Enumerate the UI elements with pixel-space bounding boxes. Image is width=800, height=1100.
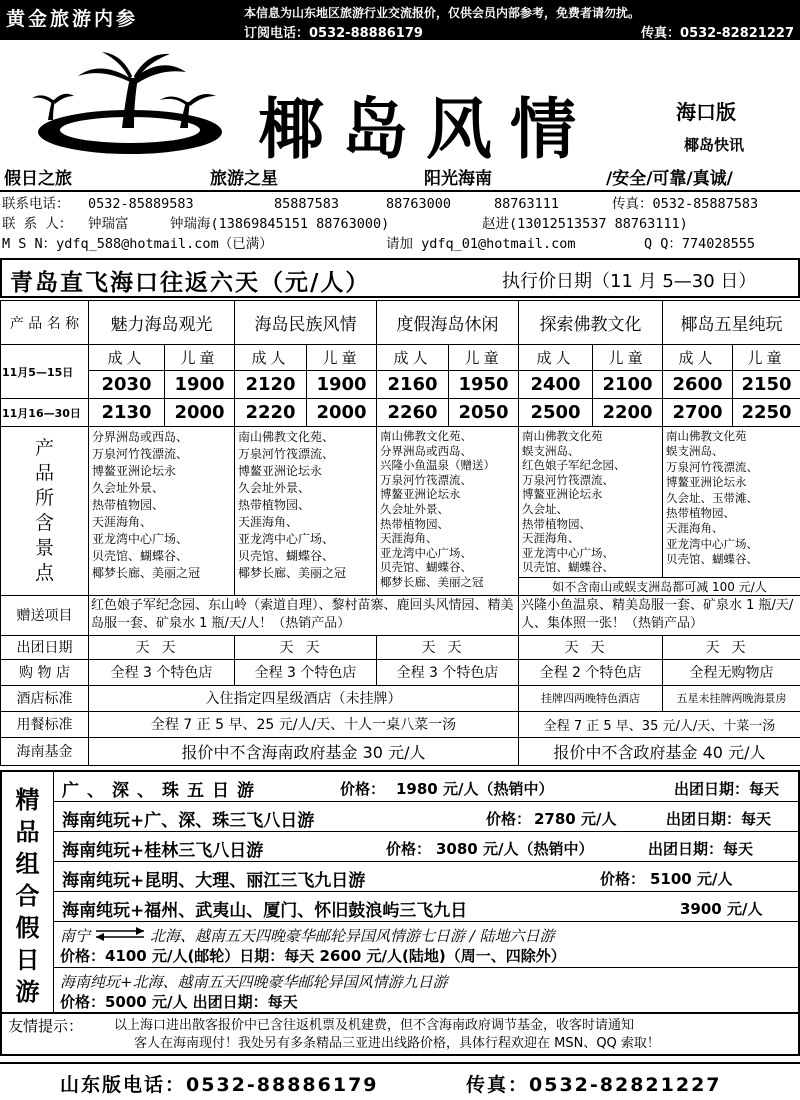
- adult-header: 成人: [519, 345, 593, 371]
- combo-title: 北海、越南五天四晚豪华邮轮异国风情游七日游 / 陆地六日游: [150, 927, 555, 945]
- palm-island-logo: [30, 50, 230, 160]
- price-cell: 2030: [89, 371, 165, 399]
- depart-2: 天天: [235, 635, 377, 659]
- combo-price-label: 价格：: [386, 840, 432, 858]
- tips-label: 友情提示：: [8, 1017, 84, 1035]
- spots-note: 如不含南山或蜈支洲岛都可减 100 元/人: [519, 577, 800, 595]
- depart-1: 天天: [89, 635, 235, 659]
- combo-date: 出团日期：每天: [674, 780, 780, 798]
- price-cell: 2120: [235, 371, 307, 399]
- table-row: [1, 345, 800, 371]
- spots-4: [519, 427, 663, 578]
- spots-text: 南山佛教文化苑 蜈支洲岛、 万泉河竹筏漂流、 博鳌亚洲论坛永 久会址、玉带滩、 热带植物园、 天涯海角、 亚龙湾中心广场、 贝壳馆、蝴蝶谷、: [666, 429, 758, 567]
- spots-text: 南山佛教文化苑 蜈支洲岛、 红色娘子军纪念园、 万泉河竹筏漂流、 博鳌亚洲论坛永 久会址、 热带植物园、 天涯海角、 亚龙湾中心广场、 贝壳馆、蝴蝶谷、: [522, 429, 626, 575]
- list-item: [54, 832, 798, 862]
- combo-price: 2780 元/人: [534, 810, 617, 828]
- adult-header: 成人: [89, 345, 165, 371]
- table-row: [1, 371, 800, 399]
- shop-5: 全程无购物店: [663, 659, 800, 685]
- list-item: [54, 922, 798, 968]
- spots-text: 南山佛教文化苑、 分界洲岛或西岛、 兴隆小鱼温泉（赠送） 万泉河竹筏漂流、 博鳌亚洲论坛永 久会址外景、 热带植物园、 天涯海角、 亚龙湾中心广场、 贝壳馆、蝴蝶谷、 椰梦长廊、美丽之冠: [380, 429, 495, 589]
- combo-date: 出团日期：每天: [666, 810, 772, 828]
- price-table: [0, 300, 800, 766]
- table-row: [1, 711, 800, 737]
- combo-title: 海南纯玩+桂林三飞八日游: [62, 841, 264, 861]
- spots-3: [377, 427, 519, 596]
- price-cell: 2600: [663, 371, 733, 399]
- table-row: [1, 737, 800, 765]
- table-row: [1, 659, 800, 685]
- fund-2: 报价中不含政府基金 40 元/人: [519, 737, 800, 765]
- combo-title: 海南纯玩+北海、越南五天四晚豪华邮轮异国风情游九日游: [60, 973, 448, 991]
- adult-header: 成人: [663, 345, 733, 371]
- route-date-range: 执行价日期（11 月 5—30 日）: [502, 271, 757, 292]
- meal-1: 全程 7 正 5 早、25 元/人/天、十人一桌八菜一汤: [89, 711, 519, 737]
- contact-block: [2, 194, 800, 254]
- route-title: 青岛直飞海口往返六天（元/人）: [10, 269, 371, 296]
- combo-title: 海南纯玩+广、深、珠三飞八日游: [62, 811, 315, 831]
- period-1: 11月5—15日: [1, 345, 89, 399]
- phone-label: 联系电话：: [2, 196, 70, 212]
- meal-2: 全程 7 正 5 早、35 元/人/天、十菜一汤: [519, 711, 800, 737]
- price-cell: 2100: [593, 371, 663, 399]
- combo-section: [0, 770, 800, 1014]
- gift-label: 赠送项目: [1, 595, 89, 635]
- depart-4: 天天: [519, 635, 663, 659]
- table-row: [1, 301, 800, 345]
- combo-city: 南宁: [60, 927, 91, 945]
- banner: [0, 40, 800, 168]
- price-cell: 2220: [235, 399, 307, 427]
- header-contact: [244, 22, 794, 41]
- table-row: [1, 399, 800, 427]
- table-row: [1, 635, 800, 659]
- route-header: [0, 258, 800, 298]
- combo-price-label: 价格：: [340, 780, 386, 798]
- combo-price: 价格：5000 元/人 出团日期：每天: [60, 993, 298, 1011]
- price-cell: 2150: [733, 371, 800, 399]
- package-2: 海岛民族风情: [235, 301, 377, 345]
- package-1: 魅力海岛观光: [89, 301, 235, 345]
- edition-label: 海口版: [676, 100, 736, 124]
- header-notice: 本信息为山东地区旅游行业交流报价，仅供会员内部参考，免费者请勿扰。: [244, 6, 641, 20]
- price-cell: 2700: [663, 399, 733, 427]
- spots-5: [663, 427, 800, 578]
- subtitle: 椰岛快讯: [684, 136, 745, 154]
- combo-price: 3080 元/人（热销中）: [436, 840, 594, 858]
- combo-price: 价格：4100 元/人(邮轮）日期：每天 2600 元/人(陆地)（周一、四除外）: [60, 947, 566, 965]
- meal-label: 用餐标准: [1, 711, 89, 737]
- msn-1: M S N：ydfq_588@hotmail.com（已满）: [2, 236, 273, 252]
- combo-date: 出团日期：每天: [648, 840, 754, 858]
- main-title: 椰岛风情: [258, 90, 594, 168]
- slogan-1: 假日之旅: [4, 169, 72, 189]
- table-row: [1, 427, 800, 578]
- depart-label: 出团日期: [1, 635, 89, 659]
- tips-line-2: 客人在海南现付！我处另有多条精品三亚进出线路价格，具体行程欢迎在 MSN、QQ 索取！: [134, 1036, 660, 1051]
- combo-price-label: 价格：: [486, 810, 532, 828]
- shop-1: 全程 3 个特色店: [89, 659, 235, 685]
- price-cell: 1900: [165, 371, 235, 399]
- shop-2: 全程 3 个特色店: [235, 659, 377, 685]
- depart-5: 天天: [663, 635, 800, 659]
- spots-label: [1, 427, 89, 596]
- product-label: 产 品 名 称: [1, 301, 89, 345]
- depart-3: 天天: [377, 635, 519, 659]
- adult-header: 成人: [235, 345, 307, 371]
- phone-2: 85887583: [274, 196, 340, 212]
- phone-3: 88763000: [386, 196, 452, 212]
- table-row: [1, 685, 800, 711]
- price-cell: 2130: [89, 399, 165, 427]
- combo-price-label: 价格：: [600, 870, 646, 888]
- brand-name: 黄金旅游内参: [6, 8, 139, 30]
- package-4: 探索佛教文化: [519, 301, 663, 345]
- list-item: [54, 862, 798, 892]
- person-3: 赵进(13012513537 88763111): [482, 216, 688, 232]
- spots-2: [235, 427, 377, 596]
- qq-number: Q Q：774028555: [644, 236, 756, 252]
- list-item: [54, 892, 798, 922]
- table-row: [1, 595, 800, 635]
- combo-side-label: [2, 772, 54, 1012]
- combo-price: 5100 元/人: [650, 870, 733, 888]
- child-header: 儿童: [733, 345, 800, 371]
- shop-label: 购 物 店: [1, 659, 89, 685]
- divider: [0, 1062, 800, 1064]
- person-2: 钟瑞海(13869845151 88763000): [170, 216, 390, 232]
- fund-label: 海南基金: [1, 737, 89, 765]
- combo-title: 广、深、珠五日游: [62, 781, 262, 801]
- combo-price: 1980 元/人（热销中）: [396, 780, 554, 798]
- list-item: [54, 968, 798, 1014]
- footer: [0, 1066, 800, 1100]
- divider: [0, 190, 800, 192]
- price-cell: 2200: [593, 399, 663, 427]
- tips-line-1: 以上海口进出散客报价中已含往返机票及机建费，但不含海南政府调节基金，收客时请通知: [114, 1018, 635, 1033]
- package-3: 度假海岛休闲: [377, 301, 519, 345]
- shop-3: 全程 3 个特色店: [377, 659, 519, 685]
- gift-1: 红色娘子军纪念园、东山岭（索道自理）、黎村苗寨、鹿回头风情园、精美岛服一套、矿泉水 1 瓶/天/人！（热销产品）: [89, 595, 519, 635]
- period-2: 11月16—30日: [1, 399, 89, 427]
- price-cell: 2260: [377, 399, 449, 427]
- fund-1: 报价中不含海南政府基金 30 元/人: [89, 737, 519, 765]
- price-cell: 2400: [519, 371, 593, 399]
- list-item: [54, 802, 798, 832]
- adult-header: 成人: [377, 345, 449, 371]
- hotel-3: 五星未挂牌两晚海景房: [663, 685, 800, 711]
- spots-text: 南山佛教文化苑、 万泉河竹筏漂流、 博鳌亚洲论坛永 久会址外景、 热带植物园、 天涯海角、 亚龙湾中心广场、 贝壳馆、蝴蝶谷、 椰梦长廊、美丽之冠: [238, 430, 347, 580]
- phone-4: 88763111: [494, 196, 560, 212]
- child-header: 儿童: [593, 345, 663, 371]
- child-header: 儿童: [449, 345, 519, 371]
- price-cell: 1950: [449, 371, 519, 399]
- hotel-2: 挂牌四两晚特色酒店: [519, 685, 663, 711]
- package-5: 椰岛五星纯玩: [663, 301, 800, 345]
- spots-1: [89, 427, 235, 596]
- slogan-row: [0, 164, 800, 190]
- msn-2: 请加 ydfq_01@hotmail.com: [386, 236, 576, 252]
- order-phone: 订阅电话：0532-88886179: [244, 26, 423, 41]
- hotel-1: 入住指定四星级酒店（未挂牌）: [89, 685, 519, 711]
- round-trip-arrow-icon: [94, 927, 146, 941]
- slogan-4: /安全/可靠/真诚/: [606, 169, 733, 189]
- combo-title: 海南纯玩+昆明、大理、丽江三飞九日游: [62, 871, 366, 891]
- phone-1: 0532-85889583: [88, 196, 194, 212]
- header-fax: 传真：0532-82821227: [641, 26, 794, 41]
- contact-fax: 传真：0532-85887583: [612, 196, 759, 212]
- person-1: 钟瑞富: [88, 216, 129, 232]
- price-cell: 2160: [377, 371, 449, 399]
- slogan-2: 旅游之星: [210, 169, 278, 189]
- spots-text: 分界洲岛或西岛、 万泉河竹筏漂流、 博鳌亚洲论坛永 久会址外景、 热带植物园、 天涯海角、 亚龙湾中心广场、 贝壳馆、蝴蝶谷、 椰梦长廊、美丽之冠: [92, 430, 201, 580]
- gift-2: 兴隆小鱼温泉、精美岛服一套、矿泉水 1 瓶/天/人、集体照一张！（热销产品）: [519, 595, 800, 635]
- price-cell: 1900: [307, 371, 377, 399]
- footer-fax: 传真：0532-82821227: [466, 1074, 722, 1096]
- person-label: 联 系 人：: [2, 216, 73, 232]
- spots-label-text: 产品所含景点: [34, 436, 54, 584]
- slogan-3: 阳光海南: [424, 169, 492, 189]
- footer-phone: 山东版电话：0532-88886179: [60, 1074, 379, 1096]
- child-header: 儿童: [307, 345, 377, 371]
- price-cell: 2000: [307, 399, 377, 427]
- header-bar: [0, 0, 800, 40]
- combo-side-text: 精品组合假日游: [15, 785, 40, 1006]
- combo-title: 海南纯玩+福州、武夷山、厦门、怀旧鼓浪屿三飞九日: [62, 901, 468, 921]
- price-cell: 2000: [165, 399, 235, 427]
- child-header: 儿童: [165, 345, 235, 371]
- list-item: [54, 772, 798, 802]
- shop-4: 全程 2 个特色店: [519, 659, 663, 685]
- price-cell: 2500: [519, 399, 593, 427]
- hotel-label: 酒店标准: [1, 685, 89, 711]
- tips-box: [0, 1014, 800, 1056]
- price-cell: 2250: [733, 399, 800, 427]
- combo-list: [54, 772, 798, 1014]
- price-cell: 2050: [449, 399, 519, 427]
- combo-price: 3900 元/人: [680, 900, 763, 918]
